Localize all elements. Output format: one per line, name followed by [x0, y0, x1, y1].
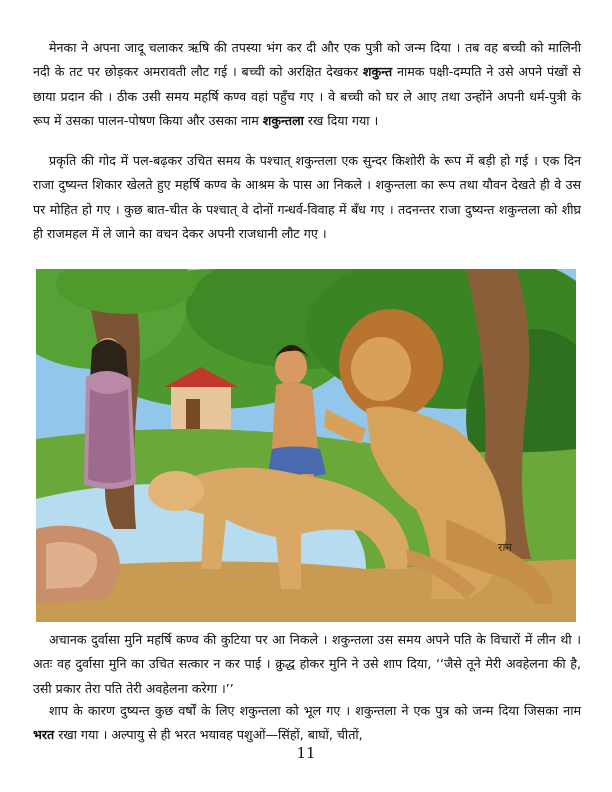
paragraph	[33, 149, 581, 247]
artist-signature: राम	[498, 541, 512, 554]
paragraph	[33, 699, 581, 748]
paragraph	[33, 628, 581, 701]
text-run: रखा गया । अल्पायु से ही भरत भयावह पशुओं—सिंहों, बाघों, चीतों,	[54, 727, 363, 743]
paragraph	[33, 36, 581, 134]
text-run: रख दिया गया ।	[303, 113, 379, 129]
text-run: शाप के कारण दुष्यन्त कुछ वर्षों के लिए शकुन्तला को भूल गए । शकुन्तला ने एक पुत्र को जन्म दिया जिसका नाम	[49, 703, 581, 718]
text-run: प्रकृति की गोद में पल-बढ़कर उचित समय के पश्चात् शकुन्तला एक सुन्दर किशोरी के रूप में बड़ी हो गई । एक दिन राजा दुष्यन्त शिकार खेलते हुए महर्षि कण्व के आश्रम के पास आ निकले । शकुन्तला का रूप तथा यौवन देखते ही वे उस पर मोहित हो गए । कुछ बात-चीत के पश्चात् वे दोनों गन्धर्व-विवाह में बँध गए । तदनन्तर राजा दुष्यन्त शकुन्तला को शीघ्र ही राजमहल में ले जाने का वचन देकर अपनी राजधानी लौट गए ।	[33, 153, 581, 242]
bold-name: भरत	[33, 727, 55, 743]
text-run: अचानक दुर्वासा मुनि महर्षि कण्व की कुटिया पर आ निकले । शकुन्तला उस समय अपने पति के विचारों में लीन थी । अतः वह दुर्वासा मुनि का उचित सत्कार न कर पाई । क्रुद्ध होकर मुनि ने उसे शाप दिया, ‘‘जैसे तूने मेरी अवहेलना की है, उसी प्रकार तेरा पति तेरी अवहेलना करेगा ।’’	[33, 632, 581, 696]
text-run: मेनका ने अपना जादू चलाकर ऋषि की तपस्या भंग कर दी और एक पुत्री को जन्म दिया । तब वह बच्ची को मालिनी नदी के तट पर छोड़कर अमरावती लौट गई । बच्ची को अरक्षित देखकर	[33, 40, 581, 80]
text-run: नामक पक्षी-दम्पति ने उसे अपने पंखों से छाया प्रदान की । ठीक उसी समय महर्षि कण्व वहां पहुँच गए । वे बच्ची को घर ले आए तथा उन्होंने अपनी धर्म-पुत्री के रूप में उसका पालन-पोषण किया और उसका नाम	[33, 64, 581, 129]
page-number: 11	[296, 744, 316, 762]
story-illustration	[36, 269, 576, 622]
bold-name: शकुन्तला	[262, 113, 304, 129]
bold-name: शकुन्त	[362, 64, 393, 80]
